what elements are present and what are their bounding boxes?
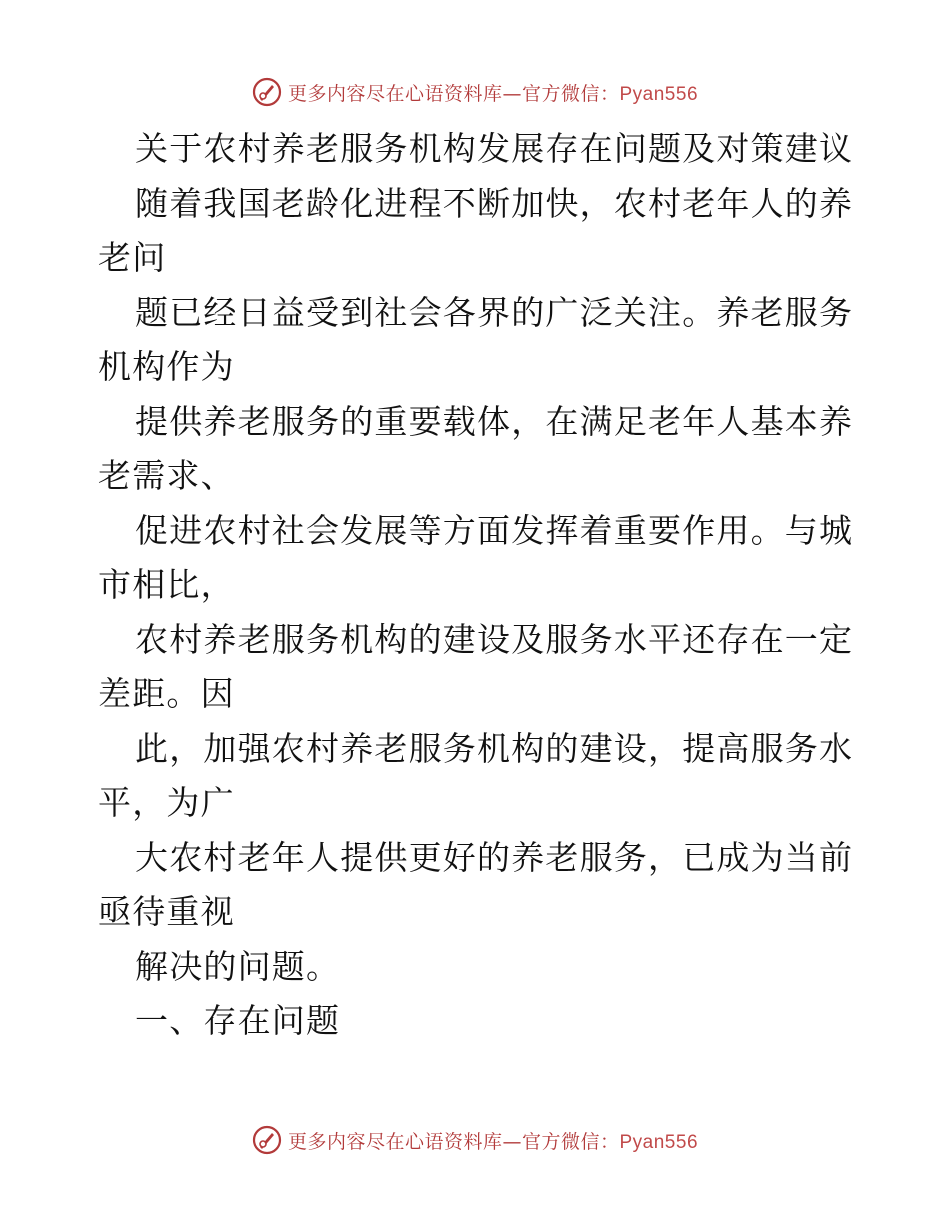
paragraph-line: 差距。因 xyxy=(98,674,235,713)
paragraph-line: 亟待重视 xyxy=(98,892,235,931)
paragraph-line: 解决的问题。 xyxy=(135,946,341,986)
paragraph-line: 此，加强农村养老服务机构的建设，提高服务水 xyxy=(135,728,854,768)
banner-handle: Pyan556 xyxy=(619,1131,699,1153)
paragraph-line: 促进农村社会发展等方面发挥着重要作用。与城 xyxy=(135,510,854,550)
quill-seal-icon xyxy=(252,1125,282,1155)
paragraph-line: 农村养老服务机构的建设及服务水平还存在一定 xyxy=(135,619,854,659)
banner-text: 更多内容尽在心语资料库—官方微信：Pyan556 xyxy=(287,1130,699,1153)
paragraph-line: 平，为广 xyxy=(98,783,235,822)
paragraph-line: 老问 xyxy=(98,238,167,277)
banner-text: 更多内容尽在心语资料库—官方微信：Pyan556 xyxy=(287,82,699,105)
paragraph-line: 机构作为 xyxy=(98,347,235,386)
paragraph-line: 市相比， xyxy=(98,565,235,604)
document-title: 关于农村养老服务机构发展存在问题及对策建议 xyxy=(135,129,854,168)
footer-banner xyxy=(0,1120,950,1160)
paragraph-line: 随着我国老龄化进程不断加快，农村老年人的养 xyxy=(135,183,854,223)
paragraph-line: 提供养老服务的重要载体，在满足老年人基本养 xyxy=(135,401,854,441)
quill-seal-icon xyxy=(252,77,282,107)
banner-handle: Pyan556 xyxy=(619,83,699,105)
header-banner xyxy=(0,72,950,112)
paragraph-line: 题已经日益受到社会各界的广泛关注。养老服务 xyxy=(135,292,854,332)
document-body xyxy=(98,122,858,1049)
paragraph-line: 老需求、 xyxy=(98,456,235,495)
paragraph-line: 大农村老年人提供更好的养老服务，已成为当前 xyxy=(135,837,854,877)
section-heading: 一、存在问题 xyxy=(135,1001,341,1040)
